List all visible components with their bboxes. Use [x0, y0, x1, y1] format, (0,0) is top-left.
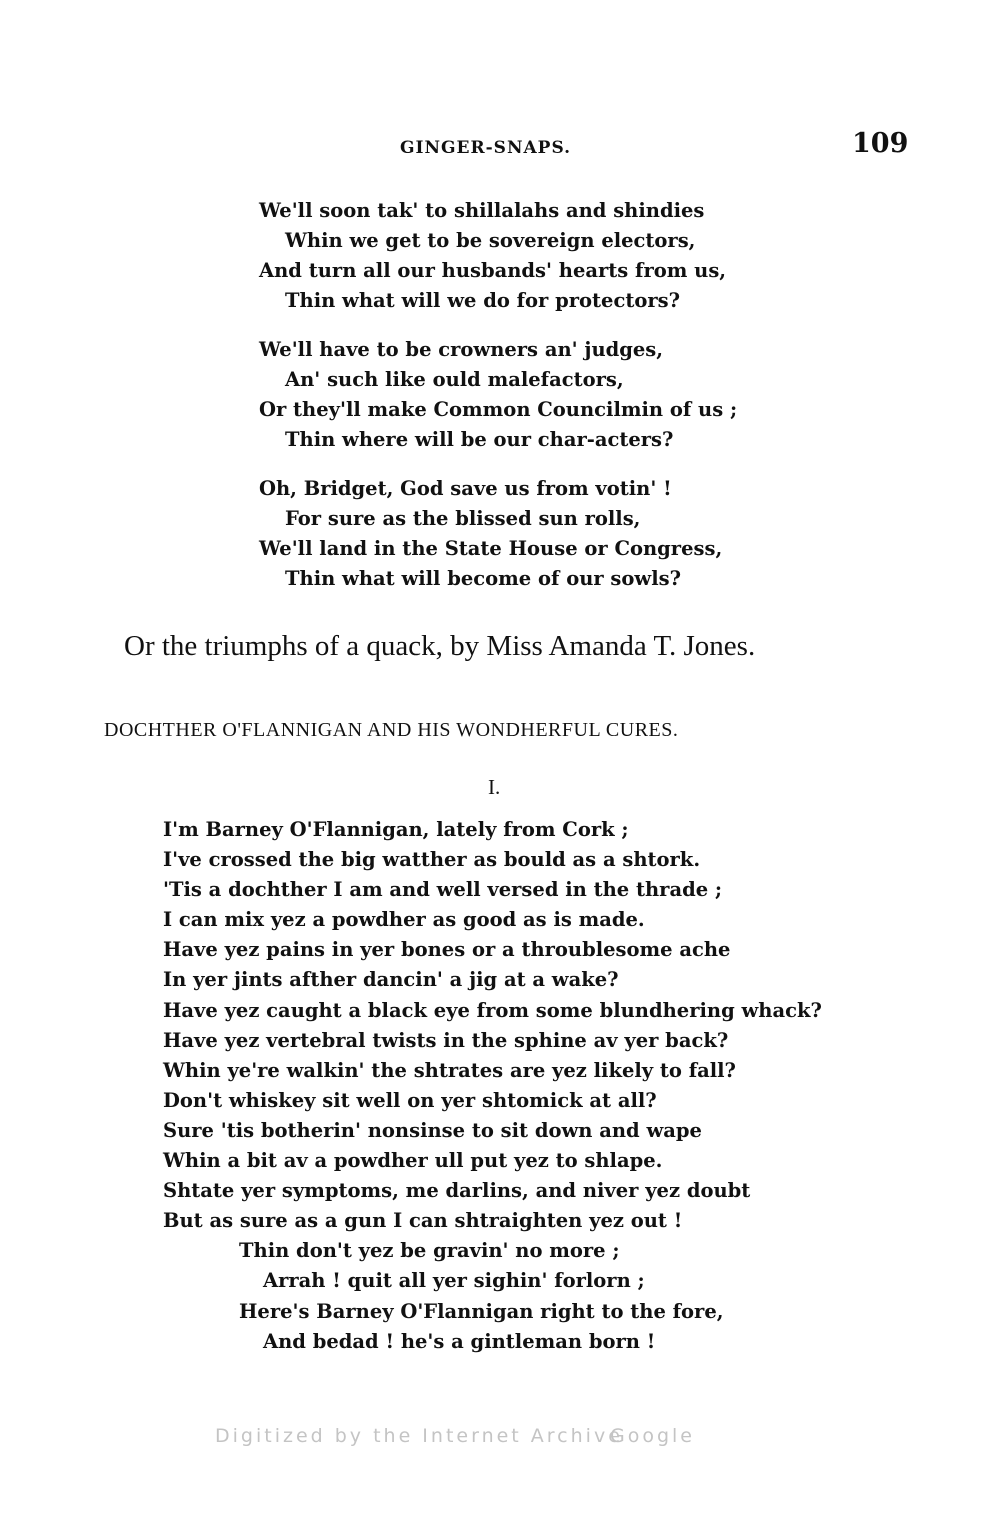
poem-line: Sure 'tis botherin' nonsinse to sit down and wape — [163, 1118, 702, 1142]
verse-line: Thin what will become of our sowls? — [285, 567, 682, 590]
verse-line: We'll have to be crowners an' judges, — [259, 338, 664, 361]
poem-line: I can mix yez a powdher as good as is made. — [163, 908, 645, 932]
verse-line: And turn all our husbands' hearts from us, — [259, 259, 727, 282]
poem-line: Shtate yer symptoms, me darlins, and niver yez doubt — [163, 1179, 751, 1203]
verse-line: An' such like ould malefactors, — [285, 368, 624, 391]
poem-line: But as sure as a gun I can shtraighten yez out ! — [163, 1209, 683, 1233]
page-number: 109 — [852, 128, 909, 159]
poem-line: Whin ye're walkin' the shtrates are yez likely to fall? — [163, 1058, 736, 1082]
stanza — [259, 335, 737, 455]
verse-line: Or they'll make Common Councilmin of us ; — [259, 398, 738, 421]
verse-line: Oh, Bridget, God save us from votin' ! — [259, 477, 672, 500]
subtitle: Or the triumphs of a quack, by Miss Amanda T. Jones. — [124, 630, 756, 662]
poem-line: Whin a bit av a powdher ull put yez to shlape. — [163, 1149, 663, 1173]
verse-line: For sure as the blissed sun rolls, — [285, 507, 641, 530]
poem-line: I'm Barney O'Flannigan, lately from Cork ; — [163, 818, 629, 841]
poem-line: Have yez caught a black eye from some blundhering whack? — [163, 998, 822, 1022]
poem-line: I've crossed the big watther as bould as a shtork. — [163, 848, 701, 872]
poem-line: Have yez pains in yer bones or a throublesome ache — [163, 938, 731, 962]
poem-line: In yer jints afther dancin' a jig at a wake? — [163, 968, 619, 992]
verse-line: Whin we get to be sovereign electors, — [285, 229, 696, 252]
watermark-text: Digitized by the Internet Archive — [215, 1425, 623, 1447]
stanza — [259, 474, 722, 594]
refrain-line: Arrah ! quit all yer sighin' forlorn ; — [263, 1269, 645, 1293]
part-numeral: I. — [488, 775, 501, 799]
verse-line: Thin what will we do for protectors? — [285, 289, 681, 312]
verse-line: Thin where will be our char-acters? — [285, 428, 674, 451]
poem-line: Have yez vertebral twists in the sphine av yer back? — [163, 1028, 729, 1052]
stanza — [259, 196, 726, 316]
watermark-logo: Google — [610, 1425, 696, 1447]
verse-line: We'll soon tak' to shillalahs and shindies — [259, 199, 705, 222]
poem-line: 'Tis a dochther I am and well versed in the thrade ; — [163, 878, 723, 902]
refrain-line: Here's Barney O'Flannigan right to the fore, — [239, 1299, 724, 1323]
poem-line: Don't whiskey sit well on yer shtomick at all? — [163, 1088, 657, 1112]
refrain-line: Thin don't yez be gravin' no more ; — [239, 1239, 620, 1263]
running-title: GINGER-SNAPS. — [400, 138, 572, 158]
refrain-line: And bedad ! he's a gintleman born ! — [263, 1329, 656, 1353]
poem — [163, 815, 822, 1357]
section-title: DOCHTHER O'FLANNIGAN AND HIS WONDHERFUL CURES. — [104, 719, 679, 741]
verse-line: We'll land in the State House or Congress, — [259, 537, 723, 560]
